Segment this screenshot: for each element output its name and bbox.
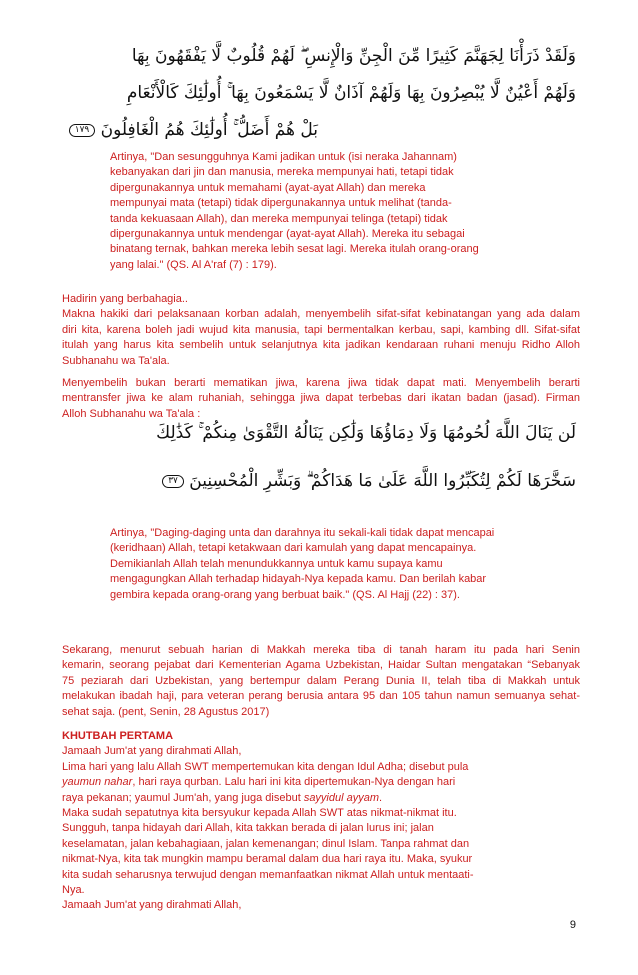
verse2-arabic-line-1: لَن يَنَالَ اللَّهَ لُحُومُهَا وَلَا دِمَاؤُهَا وَلَٰكِن يَنَالُهُ التَّقْوَىٰ مِنكُمْ ۚ كَذَٰلِكَ [156, 423, 576, 443]
paragraph-line: Sungguh, tanpa hidayah dari Allah, kita takkan berada di jalan lurus ini; jalan [62, 822, 434, 835]
translation-line: Demikianlah Allah telah menundukkannya untuk kamu supaya kamu [110, 557, 443, 570]
translation-line: mempunyai mata (tetapi) tidak dipergunakannya untuk melihat (tanda- [110, 197, 452, 210]
translation-line: mengagungkan Allah terhadap hidayah-Nya kepada kamu. Dan berilah kabar [110, 573, 487, 586]
verse2-translation [110, 526, 550, 603]
paragraph-line: itulah yang harus kita sembelih untuk selanjutnya kita jadikan kendaraan ruhani menuju Ridho Alloh [62, 339, 580, 352]
section-heading: KHUTBAH PERTAMA [62, 730, 174, 742]
paragraph-line: nikmat-Nya, kita tak mungkin mampu beramal dalam dua hari raya itu. Maka, syukur [62, 853, 473, 866]
paragraph-line: Makna hakiki dari pelaksanaan korban adalah, menyembelih sifat-sifat kebinatangan yang ada dalam [62, 308, 580, 321]
verse1-arabic-line-3 [69, 122, 318, 139]
translation-line: dipergunakannya untuk mendengar (ayat-ayat Allah). Mereka itu sebagai [110, 228, 465, 241]
verse2-arabic-line-2 [162, 473, 576, 490]
paragraph-menyembelih [62, 376, 580, 422]
translation-line: tanda kekuasaan Allah), dan mereka mempunyai telinga (tetapi) tidak [110, 212, 448, 225]
ayah-37-text: سَخَّرَهَا لَكُمْ لِتُكَبِّرُوا اللَّهَ عَلَىٰ مَا هَدَاكُمْ ۗ وَبَشِّرِ الْمُحْسِنِينَ [189, 471, 576, 491]
translation-line: kebanyakan dari jin dan manusia, mereka mempunyai hati, tetapi tidak [110, 166, 454, 179]
paragraph-line: Maka sudah sepatutnya kita bersyukur kepada Allah SWT atas nikmat-nikmat itu. [62, 807, 457, 820]
paragraph-makna-hakiki [62, 292, 580, 369]
verse1-arabic-line-2: وَلَهُمْ أَعْيُنٌ لَّا يُبْصِرُونَ بِهَا وَلَهُمْ آذَانٌ لَّا يَسْمَعُونَ بِهَا ۚ أُولَٰئِكَ كَالْأَنْعَامِ [126, 83, 576, 103]
paragraph-line: sehat saja. (pent, Senin, 28 Agustus 2017) [62, 705, 270, 718]
paragraph-line: Jamaah Jum'at yang dirahmati Allah, [62, 899, 242, 912]
paragraph-line: keselamatan, jalan kebahagiaan, jalan kemenangan; dinul Islam. Tanpa rahmat dan [62, 837, 470, 850]
paragraph-line: Sekarang, menurut sebuah harian di Makkah mereka tiba di tanah haram itu pada hari Senin [62, 644, 580, 656]
paragraph-line: 75 peziarah dari Uzbekistan, yang bertempur dalam Perang Dunia II, telah tiba di Makkah untuk [62, 674, 580, 687]
italic-term: sayyidul ayyam [303, 791, 380, 804]
line-text: raya pekanan; yaumul Jum'ah, yang juga disebut [62, 791, 304, 804]
khutbah-pertama-section [62, 729, 522, 914]
paragraph-line: Subhanahu wa Ta'ala. [62, 354, 170, 367]
translation-line: dipergunakannya untuk memahami (ayat-ayat Allah) dan mereka [110, 181, 426, 194]
greeting: Hadirin yang berbahagia.. [62, 293, 188, 305]
translation-line: gembira kepada orang-orang yang berbuat baik." (QS. Al Hajj (22) : 37). [110, 588, 460, 601]
page-number: 9 [569, 919, 576, 931]
italic-term: yaumun nahar [62, 776, 133, 789]
paragraph-line: diri kita, karena boleh jadi wujud kita manusia, tapi bermentalkan kerbau, sapi, kambing dll. Sifat-sifat [62, 323, 580, 336]
translation-line: Artinya, "Dan sesungguhnya Kami jadikan untuk (isi neraka Jahannam) [110, 151, 457, 163]
paragraph-line: mentransfer jiwa ke alam ruhaniah, sehingga jiwa dapat terbebas dari ikatan badan (jasad). Firman [62, 392, 580, 405]
translation-line: yang lalai." (QS. Al A'raf (7) : 179). [110, 258, 277, 271]
paragraph-line [62, 775, 522, 790]
verse1-translation [110, 150, 510, 273]
paragraph-line: Lima hari yang lalu Allah SWT mempertemukan kita dengan Idul Adha; disebut pula [62, 760, 469, 773]
paragraph-line: Alloh Subhanahu wa Ta'ala : [62, 407, 201, 420]
paragraph-line: Nya. [62, 884, 85, 897]
ayah-number-marker: ٣٧ [162, 475, 184, 488]
paragraph-line: Jamaah Jum'at yang dirahmati Allah, [62, 745, 242, 758]
paragraph-line: melakukan ibadah haji, para veteran perang berusia antara 95 dan 105 tahun namun semuanya sehat- [62, 690, 580, 703]
paragraph-line: kemarin, seorang pejabat dari Kementerian Agama Uzbekistan, Haidar Sultan mengatakan “Sebanyak [62, 659, 580, 672]
paragraph-line: kita sudah seharusnya terwujud dengan memanfaatkan nikmat Allah untuk mentaati- [62, 868, 474, 881]
translation-line: binatang ternak, bahkan mereka lebih sesat lagi. Mereka itulah orang-orang [110, 243, 479, 256]
verse1-arabic-line-1: وَلَقَدْ ذَرَأْنَا لِجَهَنَّمَ كَثِيرًا مِّنَ الْجِنِّ وَالْإِنسِ ۖ لَهُمْ قُلُوبٌ لَّا يَفْقَهُونَ بِهَا [131, 46, 576, 66]
paragraph-sekarang [62, 643, 580, 720]
ayah-number-marker: ١٧٩ [69, 124, 96, 137]
line-text: , hari raya qurban. Lalu hari ini kita dipertemukan-Nya dengan hari [132, 776, 456, 789]
ayah-179-text: بَلْ هُمْ أَضَلُّ ۚ أُولَٰئِكَ هُمُ الْغَافِلُونَ [100, 120, 318, 140]
translation-line: (keridhaan) Allah, tetapi ketakwaan dari kamulah yang dapat mencapainya. [110, 542, 477, 555]
paragraph-line [62, 791, 522, 806]
paragraph-line: Menyembelih bukan berarti mematikan jiwa, karena jiwa tidak dapat mati. Menyembelih berarti [62, 377, 580, 389]
line-text: . [379, 791, 383, 804]
translation-line: Artinya, "Daging-daging unta dan darahnya itu sekali-kali tidak dapat mencapai [110, 527, 495, 539]
